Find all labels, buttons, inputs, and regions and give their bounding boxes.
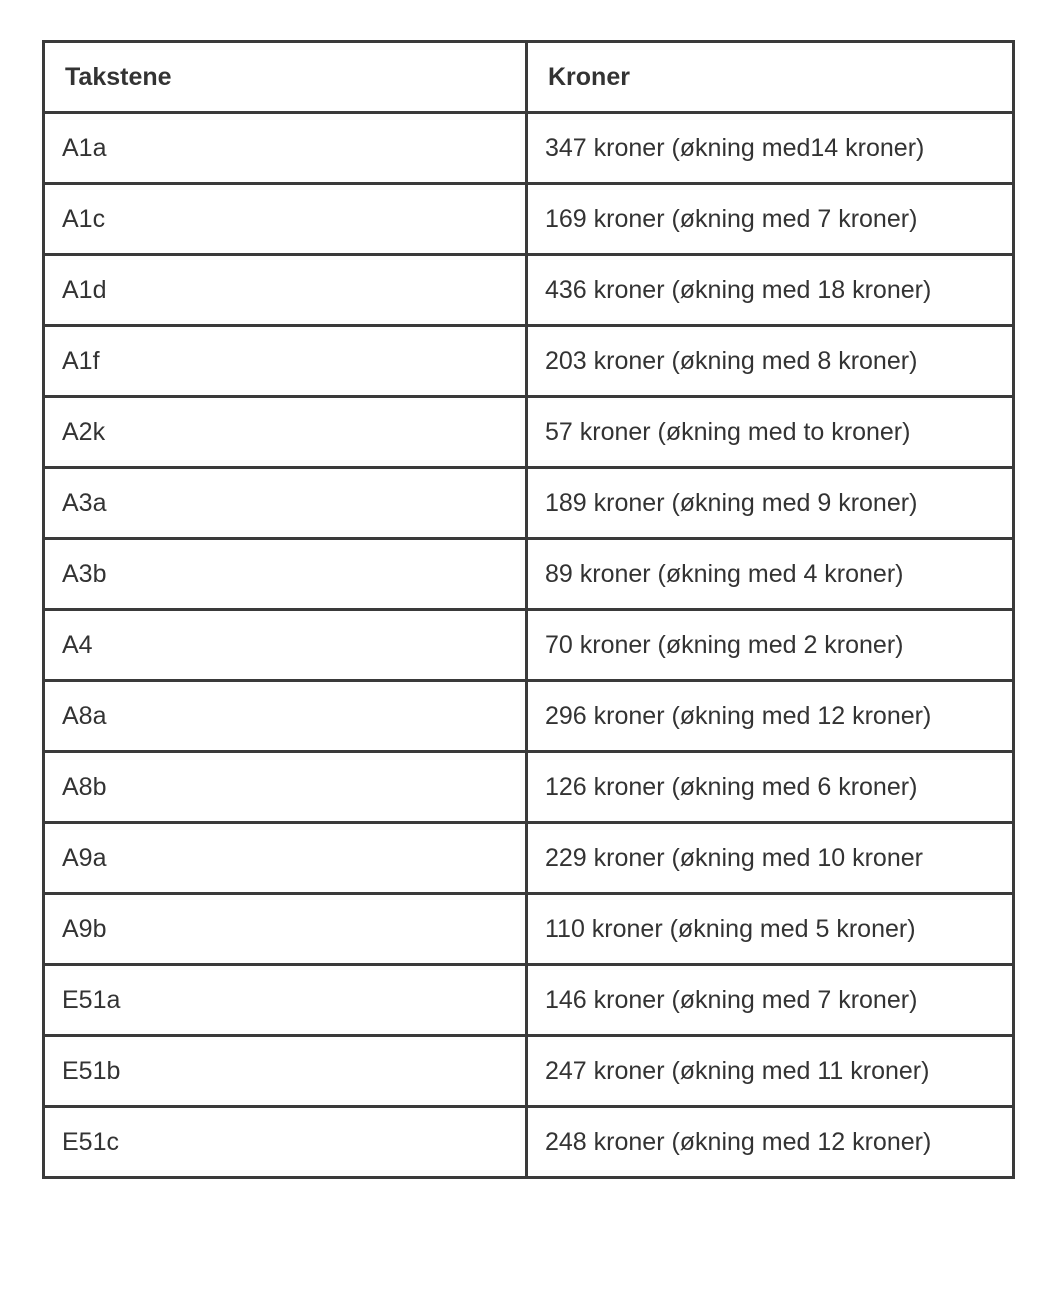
rates-table — [42, 40, 1015, 1179]
table-row — [44, 184, 1014, 255]
takst-cell: E51a — [44, 965, 527, 1036]
kroner-cell: 248 kroner (økning med 12 kroner) — [527, 1107, 1014, 1178]
table-row — [44, 823, 1014, 894]
table-row — [44, 681, 1014, 752]
header-takstene: Takstene — [44, 42, 527, 113]
takst-cell: E51c — [44, 1107, 527, 1178]
takst-cell: A3b — [44, 539, 527, 610]
kroner-cell: 296 kroner (økning med 12 kroner) — [527, 681, 1014, 752]
table-row — [44, 397, 1014, 468]
table-row — [44, 468, 1014, 539]
takst-cell: E51b — [44, 1036, 527, 1107]
kroner-cell: 89 kroner (økning med 4 kroner) — [527, 539, 1014, 610]
takst-cell: A1d — [44, 255, 527, 326]
table-row — [44, 610, 1014, 681]
takst-cell: A9b — [44, 894, 527, 965]
table-row — [44, 1107, 1014, 1178]
table-row — [44, 326, 1014, 397]
takst-cell: A1f — [44, 326, 527, 397]
kroner-cell: 189 kroner (økning med 9 kroner) — [527, 468, 1014, 539]
table-row — [44, 539, 1014, 610]
table-row — [44, 752, 1014, 823]
takst-cell: A1c — [44, 184, 527, 255]
kroner-cell: 169 kroner (økning med 7 kroner) — [527, 184, 1014, 255]
rates-table-container — [42, 40, 1012, 1179]
kroner-cell: 126 kroner (økning med 6 kroner) — [527, 752, 1014, 823]
kroner-cell: 247 kroner (økning med 11 kroner) — [527, 1036, 1014, 1107]
header-kroner: Kroner — [527, 42, 1014, 113]
kroner-cell: 57 kroner (økning med to kroner) — [527, 397, 1014, 468]
takst-cell: A9a — [44, 823, 527, 894]
kroner-cell: 347 kroner (økning med14 kroner) — [527, 113, 1014, 184]
takst-cell: A8a — [44, 681, 527, 752]
kroner-cell: 203 kroner (økning med 8 kroner) — [527, 326, 1014, 397]
takst-cell: A1a — [44, 113, 527, 184]
table-row — [44, 965, 1014, 1036]
takst-cell: A8b — [44, 752, 527, 823]
table-row — [44, 894, 1014, 965]
takst-cell: A4 — [44, 610, 527, 681]
takst-cell: A3a — [44, 468, 527, 539]
table-row — [44, 113, 1014, 184]
table-row — [44, 255, 1014, 326]
table-header-row — [44, 42, 1014, 113]
kroner-cell: 146 kroner (økning med 7 kroner) — [527, 965, 1014, 1036]
kroner-cell: 70 kroner (økning med 2 kroner) — [527, 610, 1014, 681]
takst-cell: A2k — [44, 397, 527, 468]
table-row — [44, 1036, 1014, 1107]
kroner-cell: 229 kroner (økning med 10 kroner — [527, 823, 1014, 894]
kroner-cell: 436 kroner (økning med 18 kroner) — [527, 255, 1014, 326]
kroner-cell: 110 kroner (økning med 5 kroner) — [527, 894, 1014, 965]
